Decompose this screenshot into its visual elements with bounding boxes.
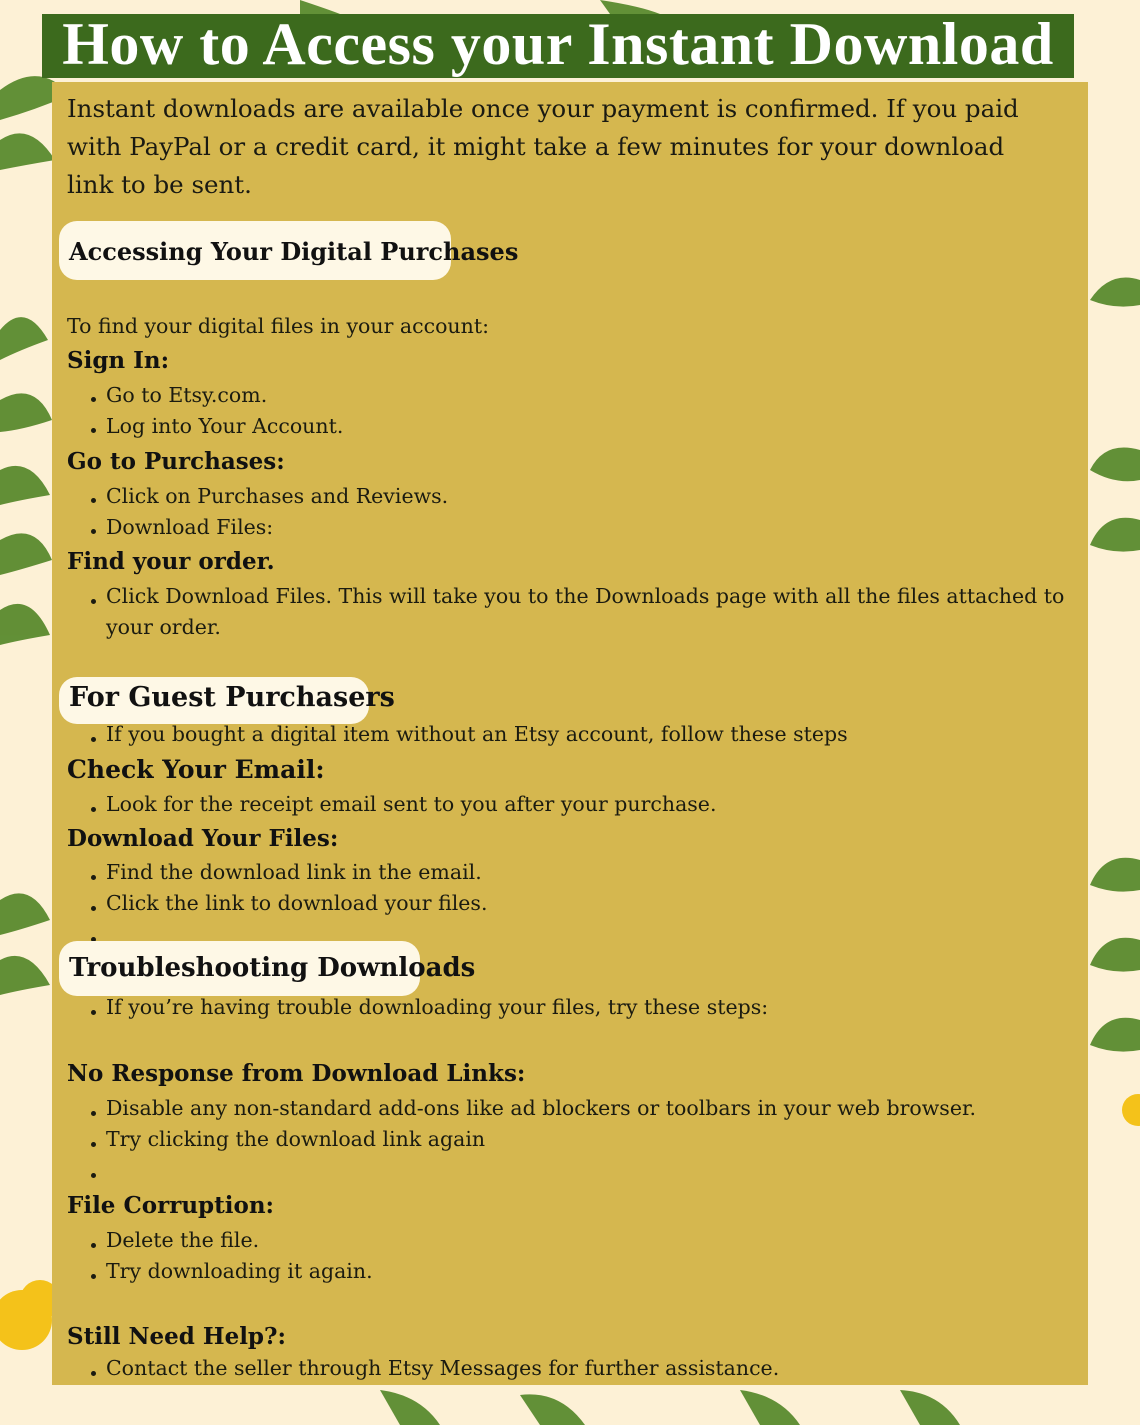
section-heading-digital-purchases: Accessing Your Digital Purchases (69, 237, 519, 266)
intro-paragraph: Instant downloads are available once your payment is confirmed. If you paid with PayPal or a credit card, it might take a few minutes for your download link to be sent. (67, 94, 1019, 199)
list-item-continuation: your order. (106, 615, 221, 639)
bullet-dot (91, 1243, 96, 1248)
lead-text: To find your digital files in your account: (67, 314, 489, 338)
list-item: Click the link to download your files. (106, 891, 488, 915)
subheading-still-need-help: Still Need Help?: (67, 1323, 286, 1350)
subheading-find-order: Find your order. (67, 548, 275, 575)
subheading-file-corruption: File Corruption: (67, 1192, 275, 1219)
bullet-dot (91, 906, 96, 911)
list-item: Log into Your Account. (106, 414, 344, 438)
list-item: Delete the file. (106, 1228, 260, 1252)
bullet-dot (91, 737, 96, 742)
section-heading-pill (59, 677, 395, 724)
bullet-dot (91, 1274, 96, 1279)
list-item: Click on Purchases and Reviews. (106, 484, 449, 508)
section-heading-pill (59, 221, 519, 280)
section-heading-troubleshooting: Troubleshooting Downloads (69, 953, 476, 983)
list-item: Contact the seller through Etsy Messages for further assistance. (106, 1356, 780, 1380)
bullet-dot (91, 1371, 96, 1376)
subheading-go-to-purchases: Go to Purchases: (67, 448, 285, 475)
page-title: How to Access your Instant Download (62, 11, 1054, 77)
bullet-dot (91, 1010, 96, 1015)
list-item: Go to Etsy.com. (106, 383, 268, 407)
subheading-check-email: Check Your Email: (67, 755, 325, 784)
list-item: If you bought a digital item without an Etsy account, follow these steps (106, 722, 848, 746)
bullet-dot (91, 397, 96, 402)
list-item: Look for the receipt email sent to you after your purchase. (106, 792, 717, 816)
bullet-dot (91, 807, 96, 812)
list-item: If you’re having trouble downloading your files, try these steps: (106, 995, 769, 1019)
bullet-dot (91, 498, 96, 503)
bullet-dot (91, 428, 96, 433)
list-item: Click Download Files. This will take you to the Downloads page with all the files attached to (106, 584, 1065, 608)
list-item: Download Files: (106, 515, 274, 539)
list-item: Try clicking the download link again (106, 1127, 486, 1151)
title-banner (42, 11, 1074, 78)
bullet-dot-empty (91, 1173, 96, 1178)
section-heading-pill (59, 941, 476, 996)
subheading-download-files: Download Your Files: (67, 825, 339, 852)
section-heading-guest-purchasers: For Guest Purchasers (69, 682, 395, 713)
bullet-dot (91, 1111, 96, 1116)
bullet-dot (91, 875, 96, 880)
list-item: Try downloading it again. (106, 1259, 373, 1283)
bullet-dot (91, 599, 96, 604)
subheading-sign-in: Sign In: (67, 347, 170, 374)
list-item: Find the download link in the email. (106, 860, 482, 884)
bullet-dot (91, 529, 96, 534)
subheading-no-response: No Response from Download Links: (67, 1060, 526, 1087)
bullet-dot (91, 1142, 96, 1147)
list-item: Disable any non-standard add-ons like ad blockers or toolbars in your web browser. (106, 1096, 977, 1120)
